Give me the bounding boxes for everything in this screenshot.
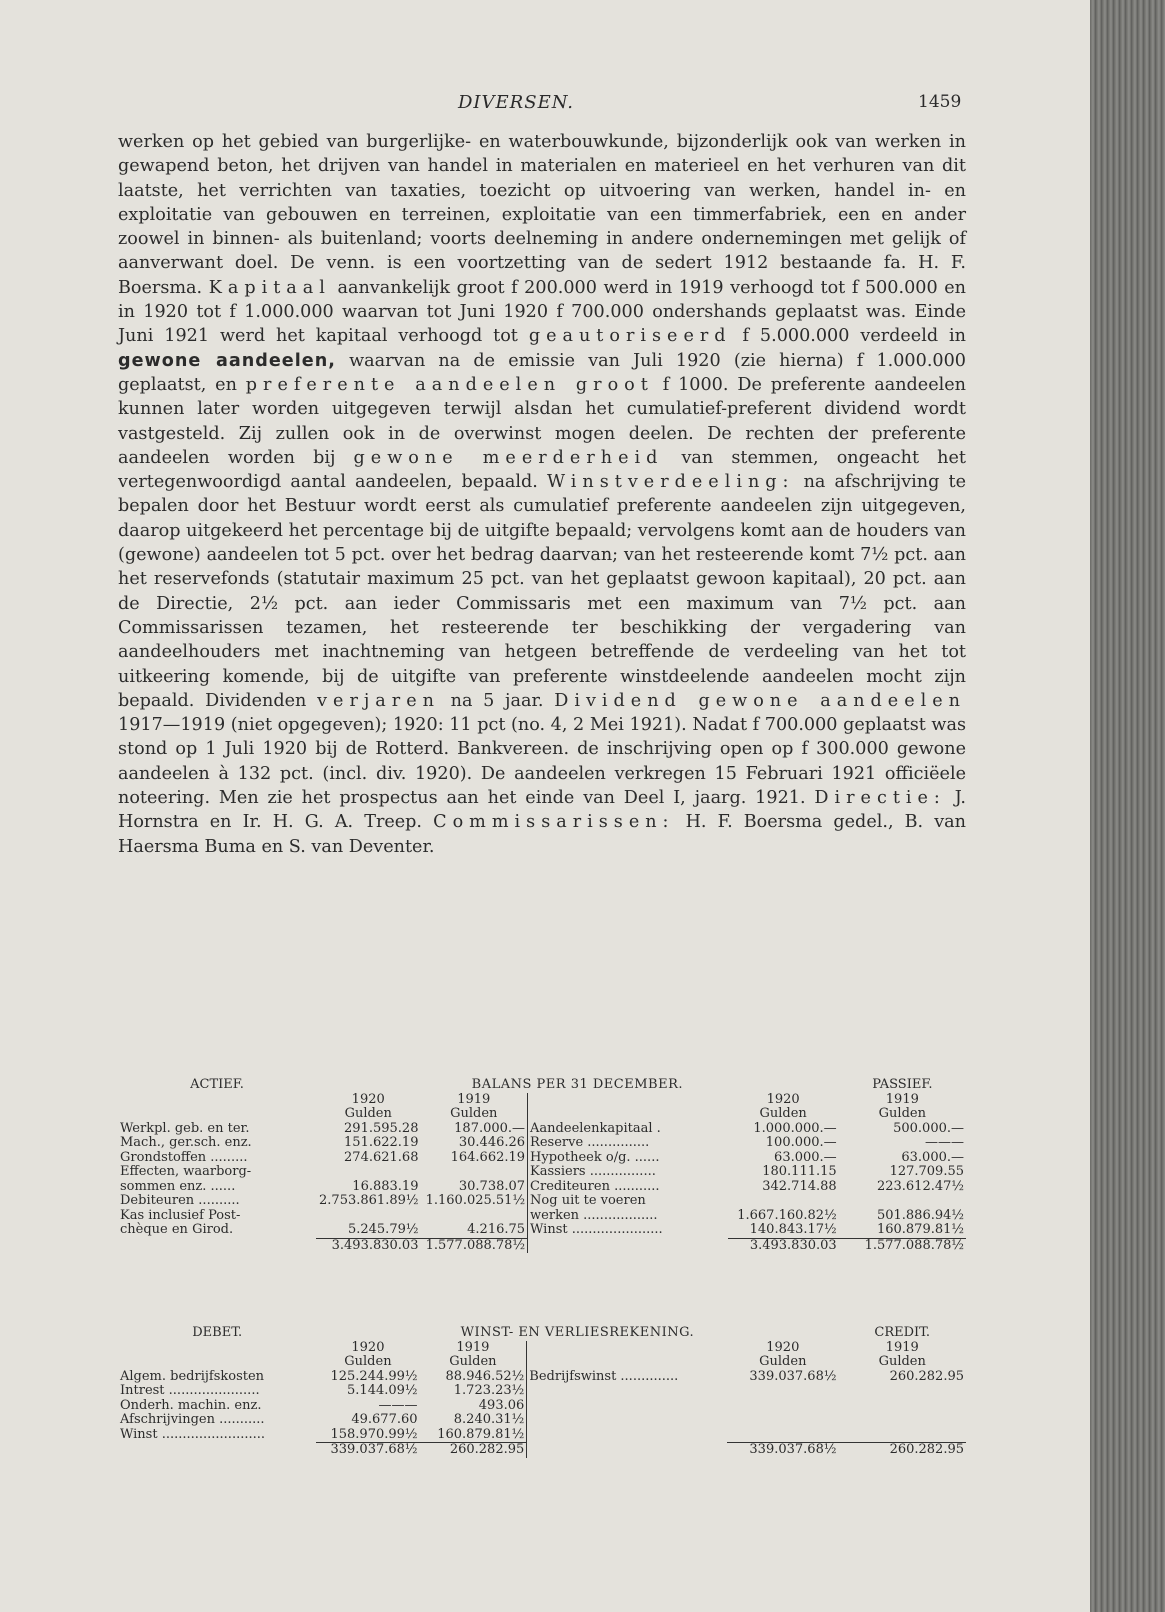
amount-cell <box>727 1399 838 1414</box>
row-label: Aandeelenkapitaal . <box>530 1120 661 1136</box>
unit-header: Gulden <box>878 1354 926 1369</box>
amount-cell <box>838 1428 966 1443</box>
amount-cell <box>839 1194 966 1209</box>
table-row <box>118 1122 966 1137</box>
amount-cell <box>838 1399 966 1414</box>
text-run: na 5 jaar. <box>439 690 555 711</box>
row-label: Afschrijvingen ........... <box>120 1412 265 1427</box>
spaced-term: Winstverdeeling: <box>547 472 795 493</box>
row-label: Hypotheek o/g. ...... <box>530 1149 660 1165</box>
amount-cell: 180.111.15 <box>762 1164 837 1179</box>
text-run: f 5.000.000 verdeeld in <box>731 326 966 347</box>
amount-cell: 223.612.47½ <box>876 1178 964 1194</box>
row-label: Werkpl. geb. en ter. <box>120 1120 250 1136</box>
amount-cell: 342.714.88 <box>762 1178 837 1194</box>
page-number: 1459 <box>918 92 962 112</box>
unit-header: Gulden <box>344 1106 392 1121</box>
amount-cell <box>316 1165 420 1180</box>
row-label: Effecten, waarborg- <box>120 1164 252 1179</box>
row-label <box>527 1384 727 1399</box>
spaced-term: verjaren <box>317 690 440 711</box>
row-label: Onderh. machin. enz. <box>120 1397 262 1413</box>
amount-cell <box>727 1384 838 1399</box>
text-run: J. Hornstra en Ir. H. G. A. Treep. <box>118 788 966 833</box>
year-header: 1919 <box>420 1341 527 1356</box>
amount-cell <box>420 1209 527 1224</box>
amount-cell: 88.946.52½ <box>420 1370 527 1385</box>
row-label: Reserve ............... <box>530 1135 650 1150</box>
year-header: 1919 <box>885 1339 919 1355</box>
spaced-term: Kapitaal <box>208 277 331 298</box>
amount-cell: 1.723.23½ <box>420 1384 527 1399</box>
amount-cell: 125.244.99½ <box>330 1368 418 1384</box>
amount-cell: 5.144.09½ <box>347 1383 418 1398</box>
balans-table <box>118 1078 966 1253</box>
text-run: aanvankelijk groot f 200.000 werd in 1919 verhoogd tot f 500.000 en in 1920 tot f 1.000.000 waarvan tot Juni 1920 f 700.000 ondershands geplaatst was. Einde Juni 1921 werd het kapitaal verhoogd tot <box>118 277 966 347</box>
amount-cell: 63.000.— <box>774 1149 837 1165</box>
row-label: Bedrijfswinst .............. <box>529 1368 679 1384</box>
row-label: Kassiers ................ <box>530 1164 656 1179</box>
amount-cell: ——— <box>378 1397 418 1413</box>
text-run: waarvan na de emissie van Juli 1920 (zie hierna) f 1.000.000 geplaatst, en <box>118 350 966 395</box>
row-label <box>527 1399 727 1414</box>
table-row <box>118 1413 966 1428</box>
amount-cell: 16.883.19 <box>352 1178 419 1194</box>
winst-title: WINST- EN VERLIESREKENING. <box>460 1325 695 1340</box>
total-cell: 260.282.95 <box>420 1443 527 1458</box>
total-cell: 260.282.95 <box>889 1442 964 1457</box>
text-run: 1917—1919 (niet opgegeven); 1920: 11 pct (no. 4, 2 Mei 1921). Nadat f 700.000 geplaatst was stond op 1 Juli 1920 bij de Rotterd. Bankvereen. de inschrijving open op f 300.000 gewone aandeelen à 132 pct. (incl. div. 1920). De aandeelen verkregen 15 Februari 1921 officiëele noteering. Men zie het prospectus aan het einde van Deel I, jaarg. 1921. <box>118 715 966 809</box>
total-cell: 3.493.830.03 <box>331 1237 419 1253</box>
page-header <box>0 92 1090 122</box>
amount-cell: 1.667.160.82½ <box>737 1207 837 1223</box>
amount-cell: 160.879.81½ <box>876 1222 964 1237</box>
running-title: DIVERSEN. <box>458 92 575 113</box>
amount-cell: 151.622.19 <box>344 1135 419 1150</box>
spaced-term: gewone meerderheid <box>353 447 664 468</box>
total-cell: 339.037.68½ <box>749 1442 837 1457</box>
bold-term: gewone aandeelen, <box>118 350 336 371</box>
table-row <box>118 1151 966 1166</box>
amount-cell: 30.738.07 <box>420 1180 527 1195</box>
spaced-term: preferente aandeelen groot <box>245 374 654 395</box>
row-label: werken .................. <box>530 1207 658 1223</box>
amount-cell: ——— <box>925 1135 964 1150</box>
amount-cell: 291.595.28 <box>344 1120 419 1136</box>
row-label: chèque en Girod. <box>120 1222 234 1237</box>
winst-table <box>118 1326 966 1458</box>
amount-cell: 127.709.55 <box>889 1164 964 1179</box>
amount-cell: 158.970.99½ <box>330 1426 418 1442</box>
amount-cell <box>420 1165 527 1180</box>
spaced-term: Commissarissen: <box>433 812 675 833</box>
total-cell: 339.037.68½ <box>330 1442 418 1457</box>
unit-header: Gulden <box>878 1106 926 1121</box>
amount-cell: 100.000.— <box>765 1135 837 1150</box>
amount-cell: 1.000.000.— <box>753 1120 837 1136</box>
unit-header: Gulden <box>344 1354 392 1369</box>
amount-cell: 500.000.— <box>893 1120 964 1136</box>
amount-cell: 49.677.60 <box>351 1412 418 1427</box>
amount-cell: 493.06 <box>420 1399 527 1414</box>
amount-cell: 260.282.95 <box>889 1368 964 1384</box>
text-run: H. F. Boersma gedel., B. van Haersma Buma en S. van Deventer. <box>118 812 966 857</box>
table-row <box>118 1223 966 1238</box>
table-row <box>118 1180 966 1195</box>
year-header: 1919 <box>885 1091 919 1107</box>
amount-cell: 30.446.26 <box>420 1136 527 1151</box>
table-row <box>118 1209 966 1224</box>
row-label <box>527 1428 727 1443</box>
balans-title: BALANS PER 31 DECEMBER. <box>471 1077 683 1092</box>
year-header: 1920 <box>766 1091 800 1107</box>
text-run: werken op het gebied van burgerlijke- en waterbouwkunde, bijzonderlijk ook van werken in gewapend beton, het drijven van handel in materialen en materieel en het verhuren van dit laatste, het verrichten van taxaties, toezicht op uitvoering van werken, handel in- en exploitatie van gebouwen en terreinen, exploitatie van een timmerfabriek, een en ander zoowel in binnen- als buitenland; voorts deelneming in andere ondernemingen met gelijk of aanverwant doel. De venn. is een voortzetting van de sedert 1912 bestaande fa. H. F. Boersma. <box>118 132 966 298</box>
row-label: Mach., ger.sch. enz. <box>120 1135 252 1150</box>
unit-header: Gulden <box>759 1354 807 1369</box>
total-cell: 1.577.088.78½ <box>864 1237 964 1253</box>
amount-cell: 8.240.31½ <box>420 1413 527 1428</box>
table-row <box>118 1136 966 1151</box>
table-row <box>118 1428 966 1443</box>
total-cell: 1.577.088.78½ <box>420 1238 527 1253</box>
total-cell: 3.493.830.03 <box>749 1237 837 1253</box>
amount-cell: 63.000.— <box>901 1149 964 1165</box>
amount-cell <box>838 1413 966 1428</box>
winst-right-title: CREDIT. <box>874 1325 931 1340</box>
body-text <box>118 130 966 859</box>
year-header: 1919 <box>420 1093 527 1108</box>
amount-cell: 339.037.68½ <box>749 1368 837 1384</box>
amount-cell <box>316 1209 420 1224</box>
row-label: Winst ......................... <box>120 1426 265 1442</box>
text-run: na afschrijving te bepalen door het Bestuur wordt eerst als cumulatief preferente aandeelen zijn uitgegeven, daarop uitgekeerd het percentage bij de uitgifte bepaald; vervolgens komt aan de houders van (gewone) aandeelen tot 5 pct. over het bedrag daarvan; van het resteerende komt 7½ pct. aan het reservefonds (statutair maximum 25 pct. van het geplaatst gewoon kapitaal), 20 pct. aan de Directie, 2½ pct. aan ieder Commissaris met een maximum van 7½ pct. aan Commissarissen tezamen, het resteerende ter beschikking der vergadering van aandeelhouders met inachtneming van hetgeen betreffende de verdeeling van het tot uitkeering komende, bij de uitgifte van preferente winstdeelende aandeelen mocht zijn bepaald. Dividenden <box>118 472 966 711</box>
row-label <box>527 1413 727 1428</box>
year-header: 1920 <box>351 1091 385 1107</box>
row-label: Grondstoffen ......... <box>120 1149 248 1165</box>
table-row <box>118 1194 966 1209</box>
amount-cell: 501.886.94½ <box>876 1207 964 1223</box>
amount-cell: 160.879.81½ <box>420 1428 527 1443</box>
spaced-term: geautoriseerd <box>528 326 732 347</box>
amount-cell: 2.753.861.89½ <box>319 1193 419 1208</box>
amount-cell: 140.843.17½ <box>749 1222 837 1237</box>
text-run: f 1000. De preferente aandeelen kunnen later worden uitgegeven terwijl alsdan het cumulatief-preferent dividend wordt vastgesteld. Zij zullen ook in de overwinst mogen deelen. De rechten der preferente aandeelen worden bij <box>118 374 966 468</box>
table-row <box>118 1399 966 1414</box>
table-row <box>118 1370 966 1385</box>
spaced-term: Directie: <box>814 788 946 809</box>
row-label: Winst ...................... <box>530 1222 663 1237</box>
book-edge <box>1090 0 1165 1612</box>
row-label: Intrest ...................... <box>120 1383 260 1398</box>
row-label: Debiteuren .......... <box>120 1193 240 1208</box>
amount-cell: 164.662.19 <box>420 1151 527 1166</box>
row-label: sommen enz. ...... <box>120 1178 236 1194</box>
unit-header: Gulden <box>759 1106 807 1121</box>
row-label: Nog uit te voeren <box>530 1193 646 1208</box>
amount-cell: 5.245.79½ <box>347 1222 419 1237</box>
table-row <box>118 1384 966 1399</box>
amount-cell: 4.216.75 <box>420 1223 527 1238</box>
text-run: van stemmen, ongeacht het vertegenwoordigd aantal aandeelen, bepaald. <box>118 447 966 493</box>
year-header: 1920 <box>351 1339 385 1355</box>
year-header: 1920 <box>766 1339 800 1355</box>
amount-cell: 187.000.— <box>420 1122 527 1137</box>
row-label: Crediteuren ........... <box>530 1178 660 1194</box>
table-row <box>118 1165 966 1180</box>
unit-header: Gulden <box>420 1107 527 1122</box>
amount-cell <box>728 1194 839 1209</box>
amount-cell <box>727 1413 838 1428</box>
balans-right-title: PASSIEF. <box>872 1077 933 1092</box>
winst-left-title: DEBET. <box>192 1325 243 1340</box>
amount-cell: 1.160.025.51½ <box>420 1194 527 1209</box>
spaced-term: Dividend gewone aandeelen <box>554 690 966 711</box>
row-label: Algem. bedrijfskosten <box>120 1368 265 1384</box>
unit-header: Gulden <box>420 1355 527 1370</box>
balans-left-title: ACTIEF. <box>190 1077 244 1092</box>
row-label: Kas inclusief Post- <box>120 1207 241 1223</box>
amount-cell <box>727 1428 838 1443</box>
amount-cell <box>838 1384 966 1399</box>
amount-cell: 274.621.68 <box>344 1149 419 1165</box>
